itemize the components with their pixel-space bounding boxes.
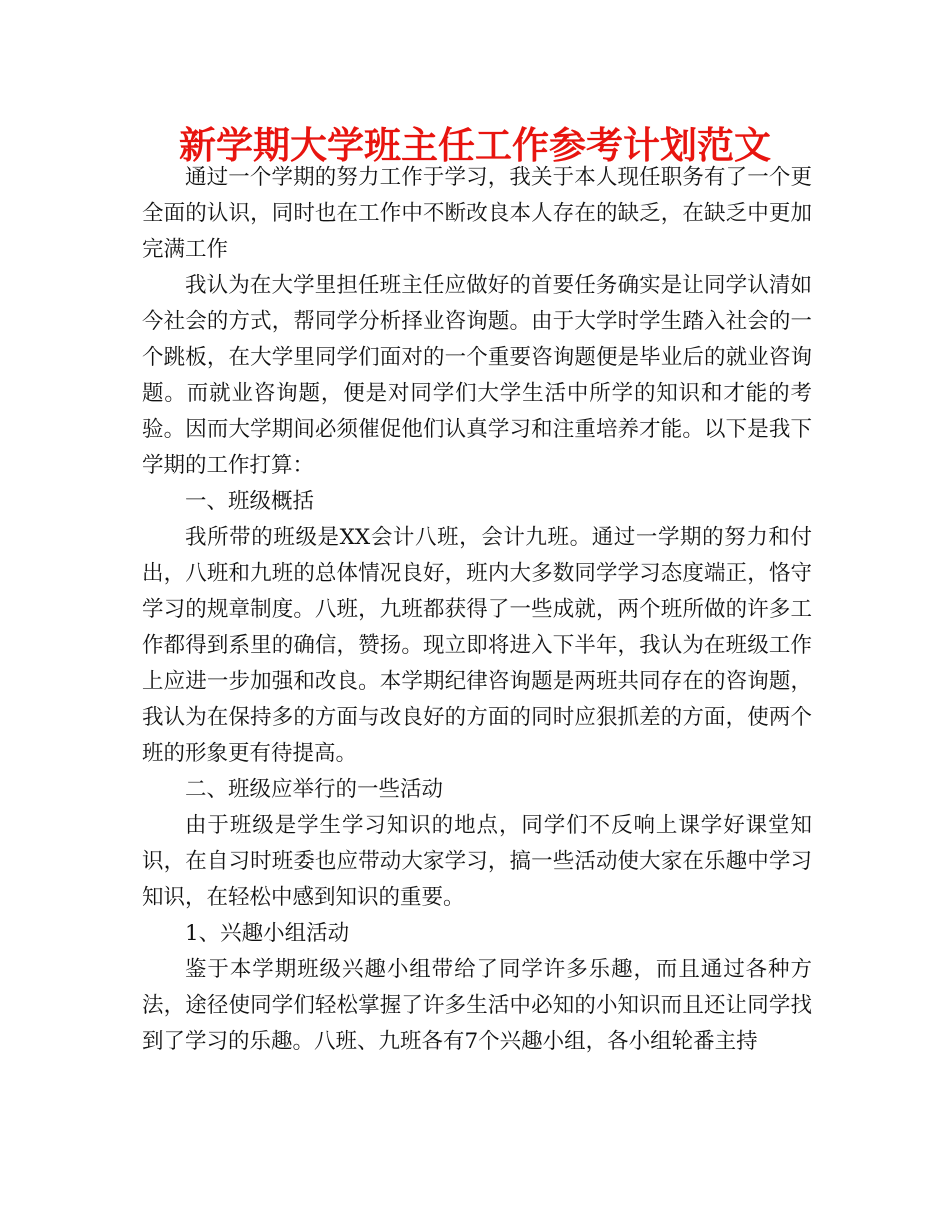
document-title: 新学期大学班主任工作参考计划范文 xyxy=(179,124,771,167)
paragraph-interest-groups: 鉴于本学期班级兴趣小组带给了同学许多乐趣，而且通过各种方法，途径使同学们轻松掌握了许多生活中必知的小知识而且还让同学找到了学习的乐趣。八班、九班各有7个兴趣小组，各小组轮番主持 xyxy=(142,957,812,1054)
paragraph-responsibility: 我认为在大学里担任班主任应做好的首要任务确实是让同学认清如今社会的方式，帮同学分析择业咨询题。由于大学时学生踏入社会的一个跳板，在大学里同学们面对的一个重要咨询题便是毕业后的就业咨询题。而就业咨询题，便是对同学们大学生活中所学的知识和才能的考验。因而大学期间必须催促他们认真学习和注重培养才能。以下是我下学期的工作打算： xyxy=(142,273,812,478)
subsection-heading-interest-groups: 1、兴趣小组活动 xyxy=(185,921,350,946)
paragraph-activities: 由于班级是学生学习知识的地点，同学们不反响上课学好课堂知识，在自习时班委也应带动大家学习，搞一些活动使大家在乐趣中学习知识，在轻松中感到知识的重要。 xyxy=(142,813,812,910)
paragraph-class-overview: 我所带的班级是XX会计八班，会计九班。通过一学期的努力和付出，八班和九班的总体情况良好，班内大多数同学学习态度端正，恪守学习的规章制度。八班，九班都获得了一些成就，两个班所做的许多工作都得到系里的确信，赞扬。现立即将进入下半年，我认为在班级工作上应进一步加强和改良。本学期纪律咨询题是两班共同存在的咨询题，我认为在保持多的方面与改良好的方面的同时应狠抓差的方面，使两个班的形象更有待提高。 xyxy=(142,525,812,766)
paragraph-intro: 通过一个学期的努力工作于学习，我关于本人现任职务有了一个更全面的认识，同时也在工作中不断改良本人存在的缺乏，在缺乏中更加完满工作 xyxy=(142,165,812,262)
document-body xyxy=(142,160,812,1060)
section-heading-class-overview: 一、班级概括 xyxy=(185,489,315,514)
section-heading-activities: 二、班级应举行的一些活动 xyxy=(185,777,444,802)
